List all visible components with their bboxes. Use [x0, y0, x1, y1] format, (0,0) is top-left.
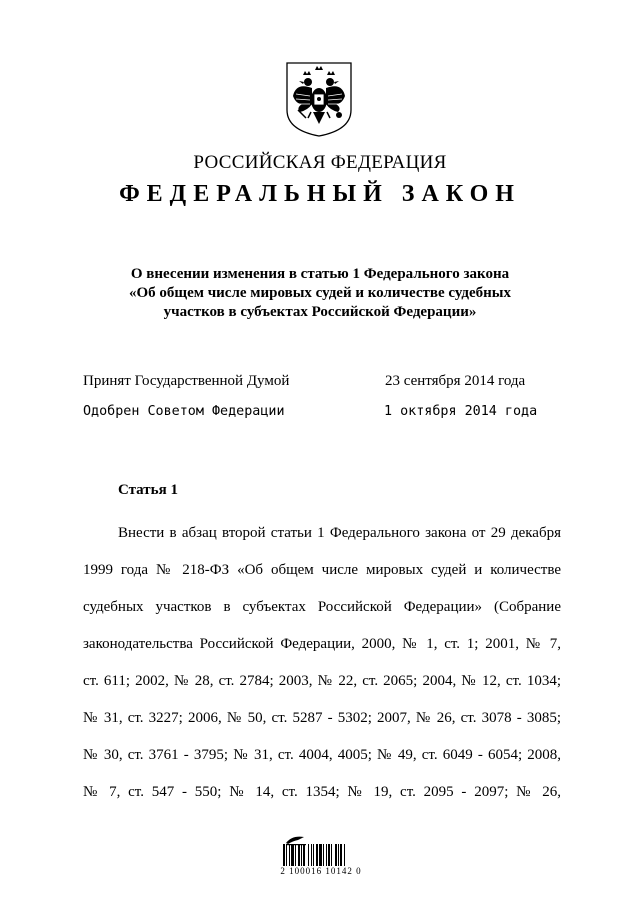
barcode-bar [344, 844, 345, 866]
article-heading: Статья 1 [118, 482, 178, 498]
barcode-number: 2 100016 10142 0 [280, 866, 362, 876]
article-line: законодательства Российской Федерации, 2000, № 1, ст. 1; 2001, № 7, [83, 636, 561, 652]
barcode-bar [289, 844, 290, 866]
article-line: Внести в абзац второй статьи 1 Федерального закона от 29 декабря [118, 525, 561, 541]
country-heading: РОССИЙСКАЯ ФЕДЕРАЦИЯ [193, 152, 447, 173]
law-title [90, 265, 550, 322]
barcode-bar [291, 844, 294, 866]
barcode-bar [298, 844, 300, 866]
barcode-bar [326, 844, 327, 866]
article-body [83, 515, 561, 811]
barcode-bar [316, 844, 318, 866]
law-title-line: участков в субъектах Российской Федерации» [163, 304, 477, 320]
council-approval-label: Одобрен Советом Федерации [83, 404, 285, 419]
law-title-line: «Об общем числе мировых судей и количестве судебных [129, 285, 511, 301]
article-line: № 31, ст. 3227; 2006, № 50, ст. 5287 - 5302; 2007, № 26, ст. 3078 - 3085; [83, 710, 561, 726]
barcode-bar [331, 844, 332, 866]
barcode-bar [323, 844, 324, 866]
barcode-bar [295, 844, 296, 866]
article-line: № 30, ст. 3761 - 3795; № 31, ст. 4004, 4005; № 49, ст. 6049 - 6054; 2008, [83, 747, 561, 763]
barcode-bar [308, 844, 309, 866]
barcode-bar [328, 844, 330, 866]
barcode [283, 844, 359, 866]
barcode-bar [301, 844, 302, 866]
barcode-bar [303, 844, 305, 866]
law-title-line: О внесении изменения в статью 1 Федерального закона [130, 266, 510, 282]
council-approval-date: 1 октября 2014 года [384, 404, 538, 419]
article-line: ст. 611; 2002, № 28, ст. 2784; 2003, № 22, ст. 2065; 2004, № 12, ст. 1034; [83, 673, 561, 689]
duma-adoption-label: Принят Государственной Думой [83, 373, 290, 389]
barcode-bar [311, 844, 312, 866]
barcode-bar [340, 844, 342, 866]
barcode-bar [338, 844, 339, 866]
law-type-heading: ФЕДЕРАЛЬНЫЙ ЗАКОН [119, 181, 521, 207]
barcode-bar [313, 844, 314, 866]
article-line: 1999 года № 218-ФЗ «Об общем числе мировых судей и количестве [83, 562, 561, 578]
barcode-bar [283, 844, 285, 866]
article-line: № 7, ст. 547 - 550; № 14, ст. 1354; № 19, ст. 2095 - 2097; № 26, [83, 784, 561, 800]
barcode-bar [335, 844, 337, 866]
barcode-bar [286, 844, 287, 866]
coat-of-arms-icon [284, 60, 354, 138]
barcode-bar [319, 844, 322, 866]
article-line: судебных участков в субъектах Российской Федерации» (Собрание [83, 599, 561, 615]
duma-adoption-date: 23 сентября 2014 года [385, 373, 526, 389]
